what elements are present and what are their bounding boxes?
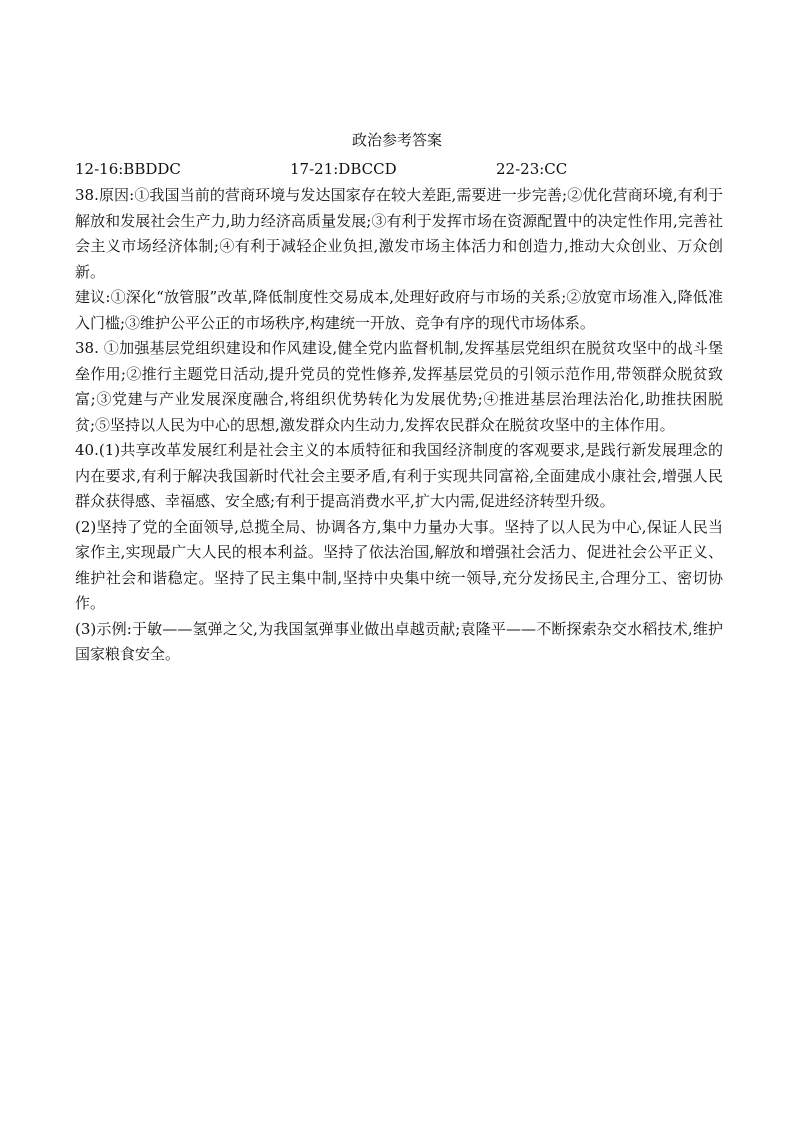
answer-38-reasons: 38.原因:①我国当前的营商环境与发达国家存在较大差距,需要进一步完善;②优化营商环境,有利于解放和发展社会生产力,助力经济高质量发展;③有利于发挥市场在资源配置中的决定性作用,完善社会主义市场经济体制;④有利于减轻企业负担,激发市场主体活力和创造力,推动大众创业、万众创新。 [75,186,723,281]
answer-40-part-3: (3)示例:于敏——氢弹之父,为我国氢弹事业做出卓越贡献;袁隆平——不断探索杂交水稻技术,维护国家粮食安全。 [75,619,723,663]
answer-body [75,183,723,668]
choice-answers-row [0,158,794,180]
answer-40-part-2: (2)坚持了党的全面领导,总揽全局、协调各方,集中力量办大事。坚持了以人民为中心,保证人民当家作主,实现最广大人民的根本利益。坚持了依法治国,解放和增强社会活力、促进社会公平正义、维护社会和谐稳定。坚持了民主集中制,坚持中央集中统一领导,充分发扬民主,合理分工、密切协作。 [75,517,723,612]
answer-38-suggestions: 建议:①深化“放管服”改革,降低制度性交易成本,处理好政府与市场的关系;②放宽市场准入,降低准入门槛;③维护公平公正的市场秩序,构建统一开放、竞争有序的现代市场体系。 [75,288,723,332]
choice-answer-22-23: 22-23:CC [496,160,568,178]
page-title: 政治参考答案 [351,131,442,149]
answer-40-part-1: 40.(1)共享改革发展红利是社会主义的本质特征和我国经济制度的客观要求,是践行新发展理念的内在要求,有利于解决我国新时代社会主要矛盾,有利于实现共同富裕,全面建成小康社会,增强人民群众获得感、幸福感、安全感;有利于提高消费水平,扩大内需,促进经济转型升级。 [75,441,723,510]
choice-answer-12-16: 12-16:BBDDC [75,160,181,178]
answer-39-party-building: 38. ①加强基层党组织建设和作风建设,健全党内监督机制,发挥基层党组织在脱贫攻坚中的战斗堡垒作用;②推行主题党日活动,提升党员的党性修养,发挥基层党员的引领示范作用,带领群众脱贫致富;③党建与产业发展深度融合,将组织优势转化为发展优势;④推进基层治理法治化,助推扶困脱贫;⑤坚持以人民为中心的思想,激发群众内生动力,发挥农民群众在脱贫攻坚中的主体作用。 [75,339,723,434]
choice-answer-17-21: 17-21:DBCCD [290,160,397,178]
